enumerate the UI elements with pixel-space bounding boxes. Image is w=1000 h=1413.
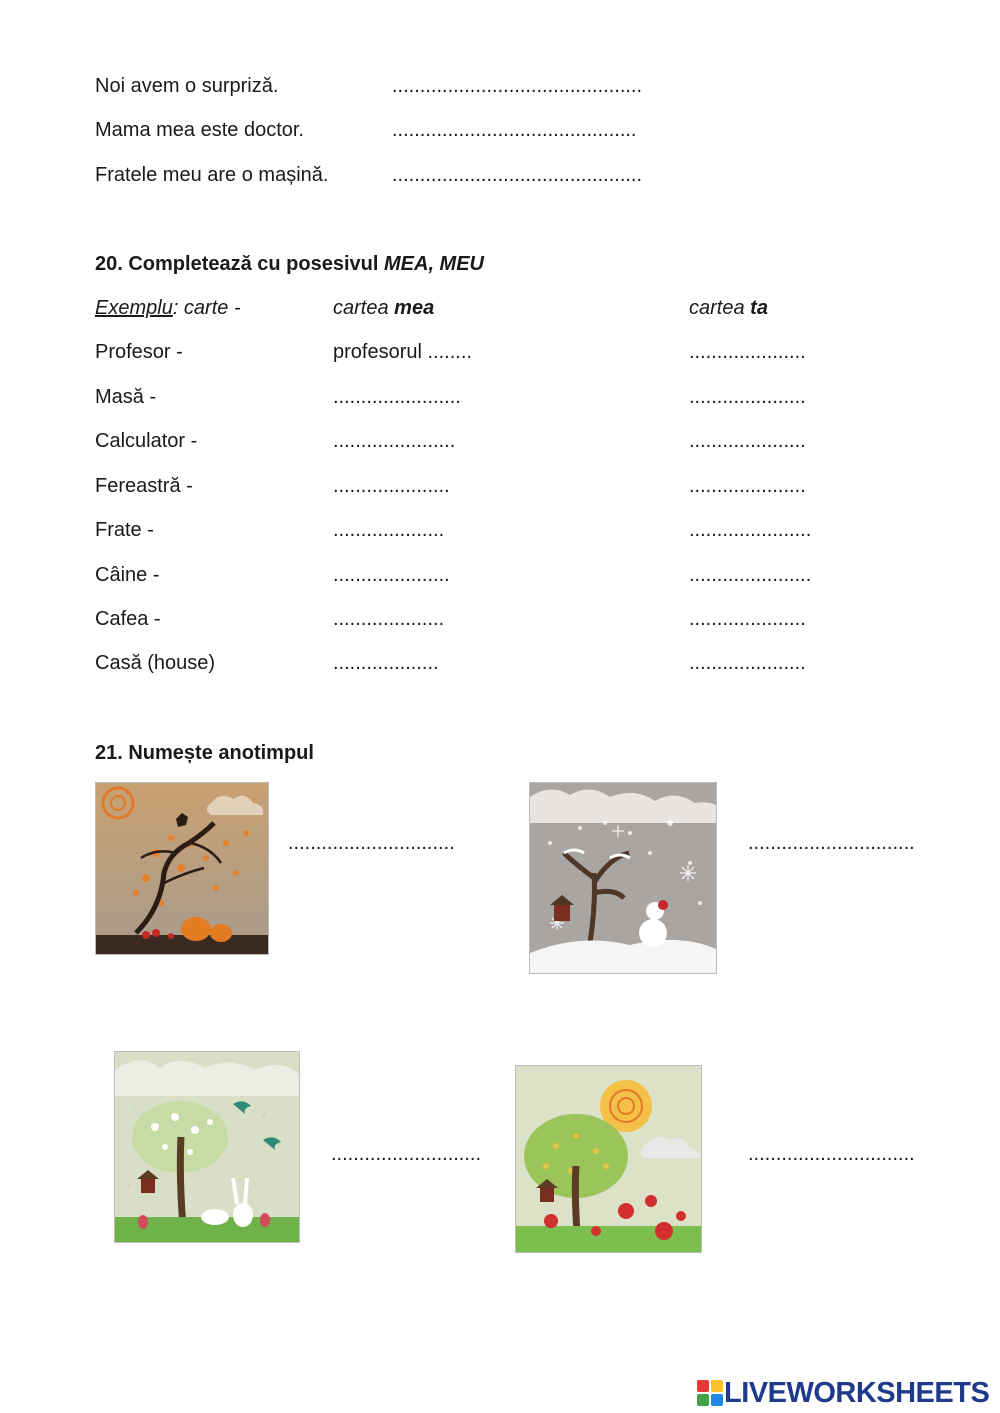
row-word: Frate - (95, 519, 154, 541)
row-word: Masă - (95, 386, 157, 408)
season-blank-3[interactable]: ........................... (331, 1143, 482, 1165)
season-blank-4[interactable]: .............................. (748, 1143, 915, 1165)
sentence-2: Mama mea este doctor. (95, 119, 304, 141)
row-blank-mea[interactable]: ....................... (333, 386, 461, 408)
row-blank-ta[interactable]: ..................... (689, 430, 806, 452)
row-blank-ta[interactable]: ..................... (689, 475, 806, 497)
exercise-20-title (95, 252, 484, 276)
example-answer-ta-prefix: cartea (689, 297, 751, 319)
row-blank-ta[interactable]: ..................... (689, 386, 806, 408)
example-answer-mea-prefix: cartea (333, 297, 395, 319)
exercise-20-title-text: 20. Completează cu posesivul (95, 253, 384, 275)
row-word: Calculator - (95, 430, 198, 452)
row-word: Fereastră - (95, 475, 193, 497)
row-blank-mea[interactable]: ...................... (333, 430, 456, 452)
example-label: Exemplu (95, 297, 173, 319)
row-word: Profesor - (95, 341, 183, 363)
season-blank-1[interactable]: .............................. (288, 832, 455, 854)
row-blank-mea[interactable]: ................... (333, 652, 439, 674)
exercise-21-title: 21. Numește anotimpul (95, 742, 314, 764)
season-blank-2[interactable]: .............................. (748, 832, 915, 854)
sentence-3: Fratele meu are o mașină. (95, 164, 329, 186)
row-blank-ta[interactable]: ..................... (689, 608, 806, 630)
row-word: Câine - (95, 564, 160, 586)
row-blank-ta[interactable]: ..................... (689, 652, 806, 674)
example-answer-mea-bold: mea (394, 297, 435, 319)
exercise-20-title-emphasis: MEA, MEU (384, 253, 484, 275)
row-word: Casă (house) (95, 652, 216, 674)
summer-tree-poppies-image (516, 1066, 701, 1252)
liveworksheets-logo-icon (697, 1380, 723, 1406)
row-blank-ta[interactable]: ..................... (689, 341, 806, 363)
sentence-3-blank[interactable]: ............................................. (392, 164, 643, 186)
row-blank-ta[interactable]: ...................... (689, 564, 812, 586)
row-word: Cafea - (95, 608, 161, 630)
liveworksheets-logo-text: LIVEWORKSHEETS (724, 1376, 990, 1409)
liveworksheets-logo (697, 1377, 989, 1409)
row-blank-mea[interactable]: .................... (333, 519, 445, 541)
sentence-1-blank[interactable]: ............................................. (392, 75, 643, 97)
row-blank-ta[interactable]: ...................... (689, 519, 812, 541)
autumn-tree-pumpkins-image (96, 783, 268, 954)
winter-tree-snowman-image (530, 783, 716, 973)
example-answer-ta-bold: ta (750, 297, 768, 319)
example-answer-mea (333, 296, 434, 320)
spring-tree-rabbits-image (115, 1052, 299, 1242)
row-blank-mea[interactable]: ..................... (333, 564, 450, 586)
example-answer-ta (689, 296, 768, 320)
sentence-2-blank[interactable]: ............................................ (392, 119, 637, 141)
row-blank-mea[interactable]: profesorul ........ (333, 341, 472, 363)
sentence-1: Noi avem o surpriză. (95, 75, 279, 97)
row-blank-mea[interactable]: .................... (333, 608, 445, 630)
example-rest: : carte - (172, 297, 241, 319)
row-blank-mea[interactable]: ..................... (333, 475, 450, 497)
example-word (95, 296, 241, 320)
